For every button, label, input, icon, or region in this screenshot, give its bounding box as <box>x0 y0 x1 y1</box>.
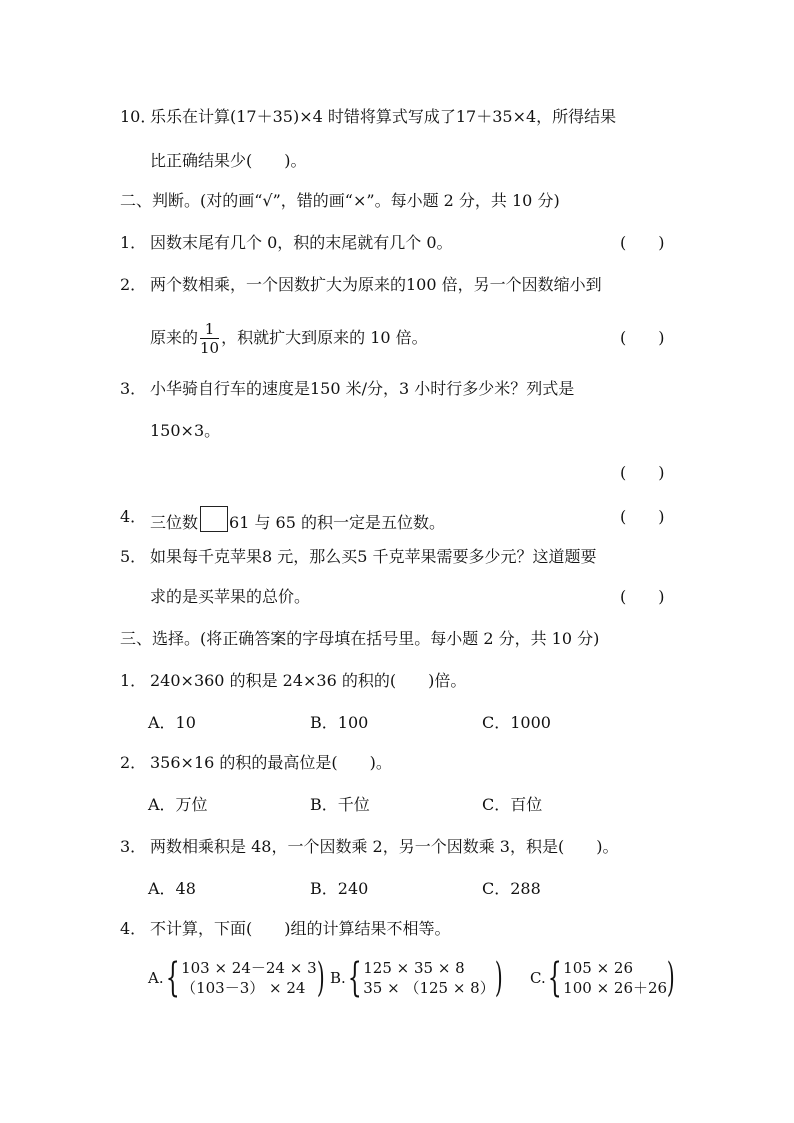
right-paren: ) <box>316 955 325 1001</box>
question-text: 不计算，下面( )组的计算结果不相等。 <box>150 919 451 938</box>
option-a[interactable]: A．10 <box>148 713 196 732</box>
expression-row: （103－3） × 24 <box>181 979 306 997</box>
option-label: A. <box>148 969 164 987</box>
question-text: 比正确结果少( )。 <box>150 151 307 170</box>
section-title: 二、判断。(对的画“√”，错的画“×”。每小题 2 分，共 10 分) <box>120 191 560 210</box>
question-text: 乐乐在计算(17＋35)×4 时错将算式写成了17＋35×4，所得结果 <box>150 107 617 126</box>
text-post: ，积就扩大到原来的 10 倍。 <box>221 328 428 347</box>
question-number: 3． <box>120 379 147 398</box>
fraction <box>200 320 219 357</box>
expression-row: 105 × 26 <box>563 959 633 977</box>
expression-rows <box>363 958 494 998</box>
left-brace: { <box>547 955 562 1001</box>
option-b[interactable]: B．100 <box>310 713 369 732</box>
question-text: 两数相乘积是 48，一个因数乘 2，另一个因数乘 3，积是( )。 <box>150 837 619 856</box>
blank-box[interactable] <box>200 506 228 532</box>
answer-parentheses[interactable]: ( ) <box>620 328 665 347</box>
expression-row: 125 × 35 × 8 <box>363 959 465 977</box>
question-text <box>150 506 445 534</box>
option-a[interactable]: A．48 <box>148 879 196 898</box>
expression-row: 100 × 26＋26 <box>563 979 668 997</box>
answer-parentheses[interactable]: ( ) <box>620 587 665 606</box>
option-b[interactable] <box>330 955 506 1001</box>
option-b[interactable]: B．240 <box>310 879 369 898</box>
question-number: 4． <box>120 919 147 938</box>
answer-parentheses[interactable]: ( ) <box>620 463 665 482</box>
option-c[interactable]: C．百位 <box>482 795 543 814</box>
option-label: B. <box>330 969 346 987</box>
answer-parentheses[interactable]: ( ) <box>620 507 665 526</box>
option-c[interactable]: C．288 <box>482 879 541 898</box>
option-c[interactable]: C．1000 <box>482 713 551 732</box>
section-title: 三、选择。(将正确答案的字母填在括号里。每小题 2 分，共 10 分) <box>120 629 600 648</box>
question-text: 240×360 的积是 24×36 的积的( )倍。 <box>150 671 467 690</box>
question-number: 2． <box>120 753 147 772</box>
left-brace: { <box>165 955 180 1001</box>
text-post: 61 与 65 的积一定是五位数。 <box>229 513 445 532</box>
question-number: 3． <box>120 837 147 856</box>
right-paren: ) <box>494 955 503 1001</box>
question-text: 如果每千克苹果8 元，那么买5 千克苹果需要多少元？这道题要 <box>150 547 597 566</box>
question-text <box>150 316 428 360</box>
expression-rows <box>181 958 317 998</box>
fraction-denominator: 10 <box>200 339 220 357</box>
fraction-numerator: 1 <box>200 320 219 339</box>
answer-parentheses[interactable]: ( ) <box>620 233 665 252</box>
question-text: 小华骑自行车的速度是150 米/分，3 小时行多少米？列式是 <box>150 379 575 398</box>
question-number: 10． <box>120 107 157 126</box>
text-pre: 三位数 <box>150 513 199 532</box>
option-b[interactable]: B．千位 <box>310 795 370 814</box>
option-label: C. <box>530 969 546 987</box>
option-a[interactable]: A．万位 <box>148 795 208 814</box>
question-number: 1． <box>120 671 147 690</box>
left-brace: { <box>347 955 362 1001</box>
question-text: 求的是买苹果的总价。 <box>150 587 311 606</box>
expression-rows <box>563 958 667 998</box>
question-text: 150×3。 <box>150 421 221 440</box>
expression-row: 35 × （125 × 8） <box>363 979 495 997</box>
question-text: 两个数相乘，一个因数扩大为原来的100 倍，另一个因数缩小到 <box>150 275 602 294</box>
expression-row: 103 × 24－24 × 3 <box>181 959 317 977</box>
option-a[interactable] <box>148 955 328 1001</box>
option-c[interactable] <box>530 955 679 1001</box>
question-number: 1． <box>120 233 147 252</box>
question-text: 因数末尾有几个 0，积的末尾就有几个 0。 <box>150 233 453 252</box>
text-pre: 原来的 <box>150 328 199 347</box>
right-paren: ) <box>666 955 675 1001</box>
question-number: 5． <box>120 547 147 566</box>
question-text: 356×16 的积的最高位是( )。 <box>150 753 392 772</box>
question-number: 4． <box>120 507 147 526</box>
question-number: 2． <box>120 275 147 294</box>
